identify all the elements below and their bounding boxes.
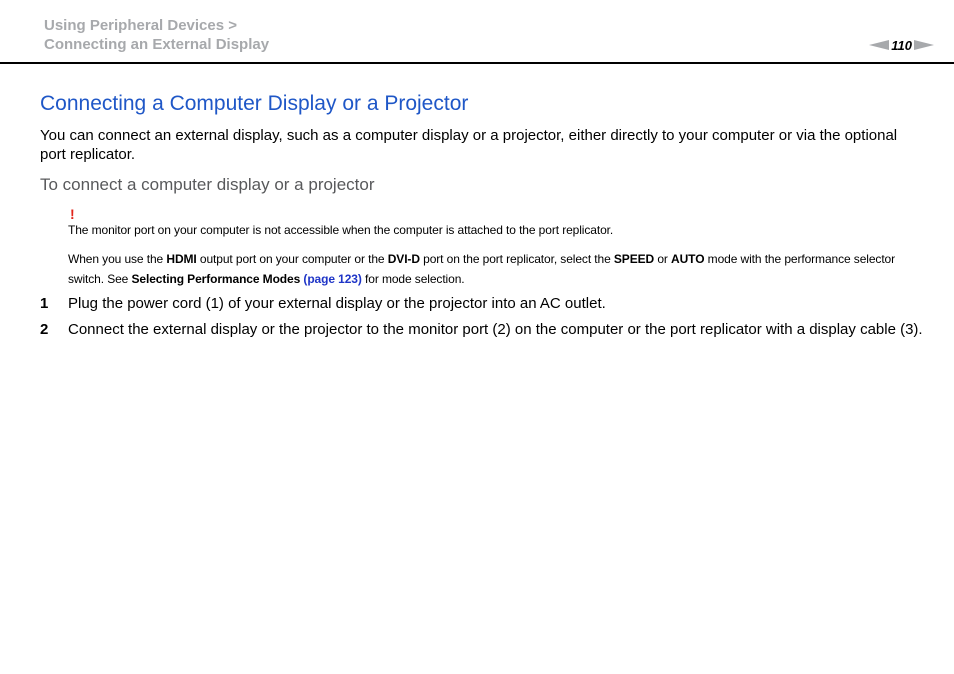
previous-page-arrow-icon[interactable] (869, 40, 889, 50)
step-number: 1 (40, 295, 49, 312)
note-hdmi-dvid (68, 249, 928, 289)
step-2 (40, 320, 930, 339)
note-text: When you use the (68, 252, 167, 266)
page-navigation (869, 37, 934, 53)
note-text: port on the port replicator, select the (419, 252, 614, 266)
warning-icon: ! (70, 206, 75, 222)
note-text: mode with the performance selector switch. See (68, 252, 896, 286)
step-1 (40, 294, 930, 313)
page-number: 110 (891, 37, 912, 53)
page-123-link[interactable]: (page 123) (303, 272, 362, 286)
note-text: or (654, 252, 672, 266)
step-text: Plug the power cord (1) of your external display or the projector into an AC outlet. (68, 295, 606, 312)
breadcrumb-section[interactable]: Using Peripheral Devices > (44, 17, 238, 34)
header-divider (0, 62, 954, 64)
page-header (0, 0, 954, 64)
next-page-arrow-icon[interactable] (914, 40, 934, 50)
step-text: Connect the external display or the projector to the monitor port (2) on the computer or the port replicator with a display cable (3). (68, 321, 923, 338)
note-text: output port on your computer or the (196, 252, 388, 266)
page-title: Connecting a Computer Display or a Projector (40, 92, 469, 115)
auto-label: AUTO (671, 252, 705, 266)
dvid-label: DVI-D (387, 252, 420, 266)
procedure-heading: To connect a computer display or a projector (40, 175, 375, 194)
step-number: 2 (40, 321, 49, 338)
hdmi-label: HDMI (166, 252, 197, 266)
note-port-inaccessible: The monitor port on your computer is not accessible when the computer is attached to the port replicator. (68, 223, 614, 237)
breadcrumb (44, 16, 269, 54)
breadcrumb-subsection[interactable]: Connecting an External Display (44, 36, 270, 53)
speed-label: SPEED (613, 252, 655, 266)
performance-modes-reference: Selecting Performance Modes (131, 272, 301, 286)
note-text: for mode selection. (361, 272, 465, 286)
intro-paragraph: You can connect an external display, such as a computer display or a projector, either directly to your computer or via the optional port replicator. (40, 127, 898, 163)
